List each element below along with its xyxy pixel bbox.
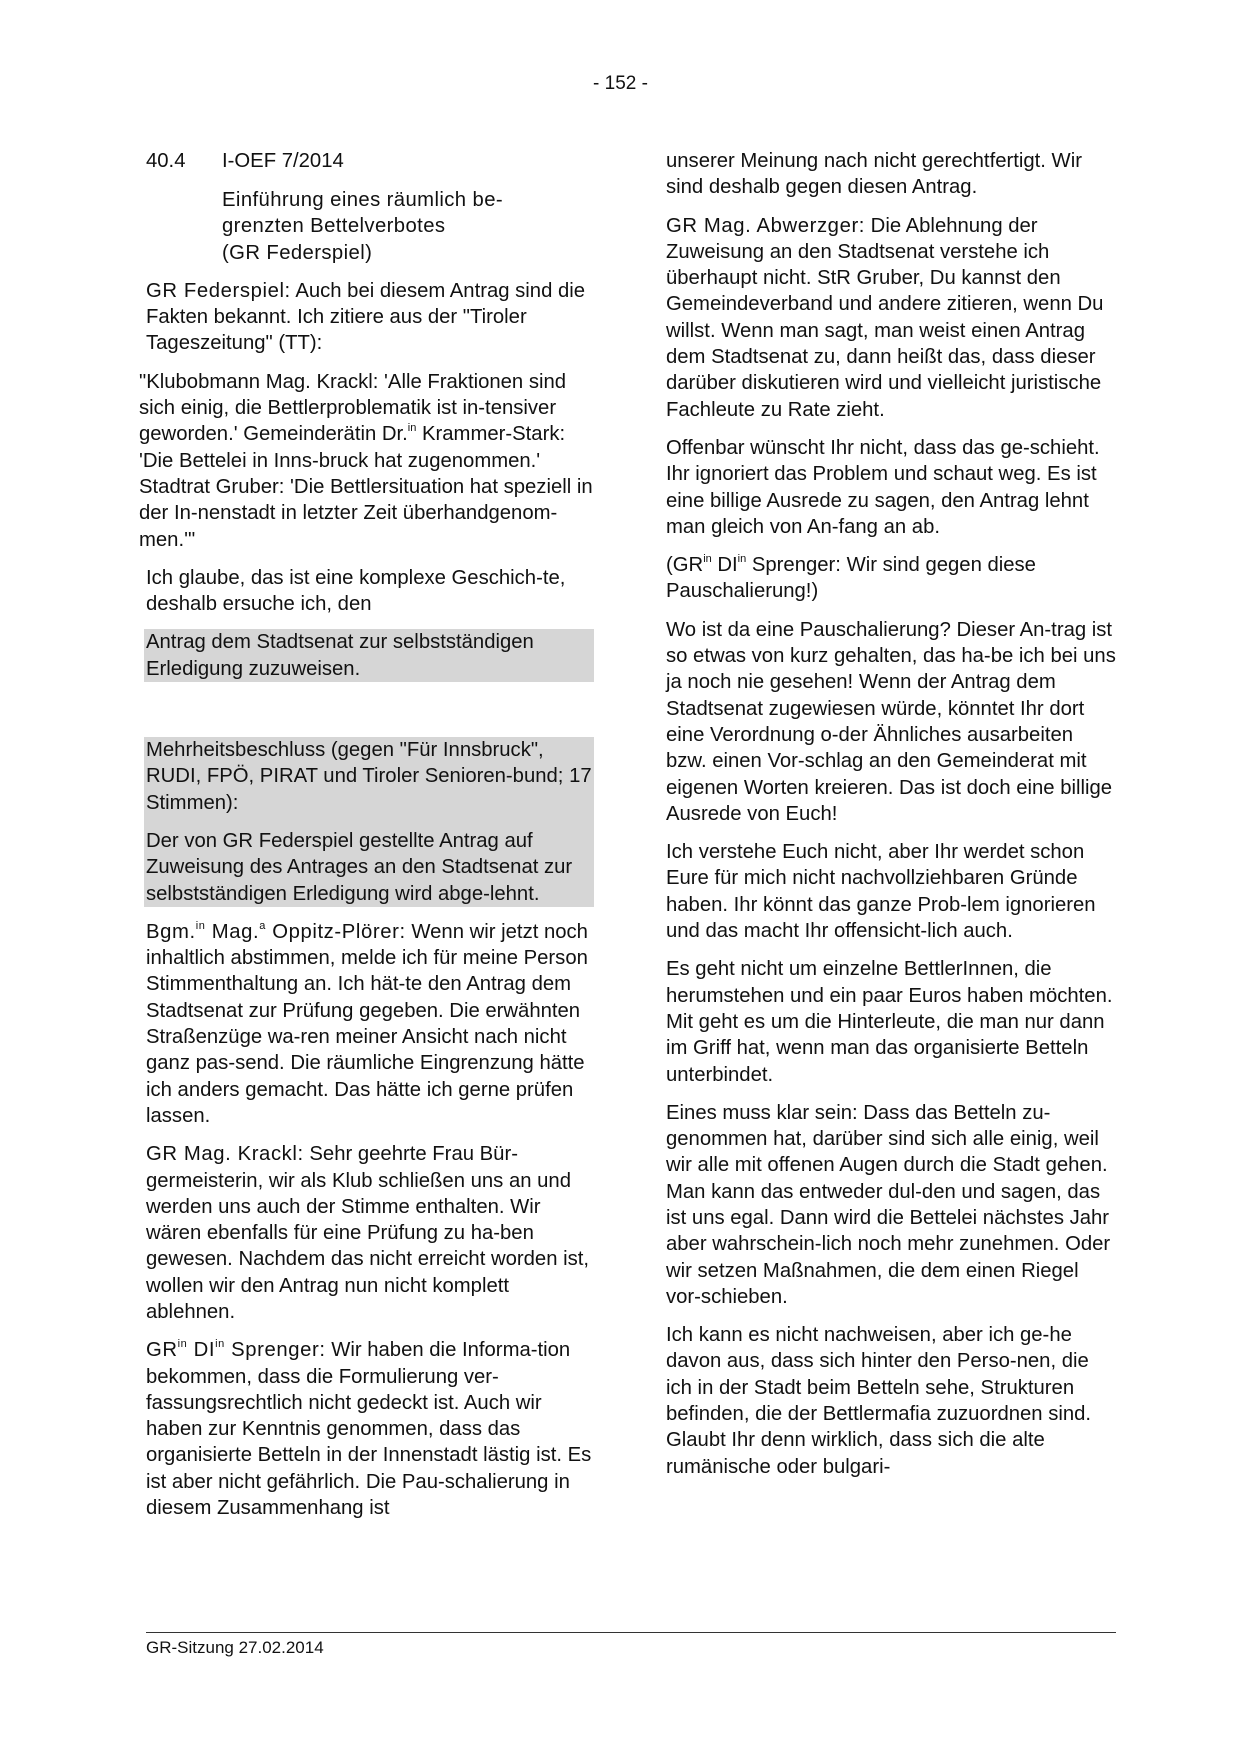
page-number: - 152 - bbox=[593, 73, 648, 94]
vote-result-box: Mehrheitsbeschluss (gegen "Für Innsbruck", RUDI, FPÖ, PIRAT und Tiroler Senioren-bund; 17 Stimmen): bbox=[144, 737, 594, 822]
interjection-text: Sprenger: Wir sind gegen diese Pauschalierung!) bbox=[666, 554, 1036, 603]
quote-text: "Klubobmann Mag. Krackl: 'Alle Fraktionen sind sich einig, die Bettlerproblematik ist in-tensiver geworden.' Gemeinderätin Dr. bbox=[139, 370, 567, 446]
speech-text: Wir haben die Informa-tion bekommen, dass die Formulierung ver-fassungsrechtlich nicht gedeckt ist. Auch wir haben zur Kenntnis genommen, dass das organisierte Betteln in der Innenstadt lästig ist. Es ist aber nicht gefährlich. Die Pau-schalierung in diesem Zusammenhang ist bbox=[146, 1339, 592, 1520]
paragraph: Offenbar wünscht Ihr nicht, dass das ge-schieht. Ihr ignoriert das Problem und schaut weg. Es ist eine billige Ausrede zu sagen, den Antrag lehnt man gleich von An-fang an ab. bbox=[666, 436, 1100, 538]
interjection-text: (GR bbox=[666, 554, 704, 577]
speaker-name bbox=[146, 1339, 326, 1361]
paragraph: Eines muss klar sein: Dass das Betteln zu-genommen hat, darüber sind sich alle einig, weil wir alle mit offenen Augen durch die Stadt gehen. Man kann das entweder dul-den und sagen, das ist uns egal. Dann wird die Bettelei nächstes Jahr aber wahrschein-lich noch mehr zunehmen. Oder wir setzen Maßnahmen, die dem einen Riegel vor-schieben. bbox=[666, 1101, 1111, 1308]
quote-text: Krammer-Stark: 'Die Bettelei in Inns-bruck hat zugenommen.' Stadtrat Gruber: 'Die Bettlersituation hat speziell in der In-nenstadt in letzter Zeit überhandgenom-men.'" bbox=[139, 423, 593, 551]
paragraph-sprenger bbox=[146, 1337, 596, 1521]
agenda-item-title-line: Einführung eines räumlich be- bbox=[222, 189, 504, 211]
speaker-name: GR Mag. Abwerzger: bbox=[666, 214, 866, 237]
resolution-box: Der von GR Federspiel gestellte Antrag auf Zuweisung des Antrages an den Stadtsenat zur selbstständigen Erledigung wird abge-lehnt. bbox=[144, 822, 594, 907]
paragraph-mayor bbox=[146, 919, 596, 1129]
footer-divider bbox=[146, 1632, 1116, 1633]
speaker-title: DI bbox=[187, 1339, 216, 1362]
superscript: in bbox=[737, 553, 747, 566]
superscript: in bbox=[177, 1338, 188, 1351]
superscript: a bbox=[259, 919, 266, 932]
superscript: in bbox=[195, 919, 206, 932]
speaker-title: GR bbox=[146, 1339, 178, 1362]
speaker-surname: Oppitz-Plörer: bbox=[265, 920, 406, 943]
paragraph-continuation: unserer Meinung nach nicht gerechtfertigt. Wir sind deshalb gegen diesen Antrag. bbox=[666, 150, 1082, 199]
paragraph-abwerzger bbox=[666, 213, 1116, 423]
speaker-name bbox=[146, 921, 406, 943]
speaker-title: Bgm. bbox=[146, 920, 196, 943]
interjection-text: DI bbox=[711, 554, 738, 577]
left-column bbox=[139, 148, 596, 1533]
speech-text: Sehr geehrte Frau Bür-germeisterin, wir als Klub schließen uns an und werden uns auch der Stimme enthalten. Wir wären ebenfalls für eine Prüfung zu ha-ben gewesen. Nachdem das nicht erreicht worden ist, wollen wir den Antrag nun nicht komplett ablehnen. bbox=[146, 1143, 590, 1323]
paragraph-krackl bbox=[146, 1141, 596, 1325]
agenda-item-title-line: (GR Federspiel) bbox=[222, 241, 373, 264]
paragraph-interjection bbox=[666, 552, 1116, 605]
right-column bbox=[666, 148, 1116, 1492]
newspaper-quote bbox=[139, 369, 596, 553]
superscript: in bbox=[407, 422, 417, 435]
speech-text: Auch bei diesem Antrag sind die Fakten bekannt. Ich zitiere aus der "Tiroler Tageszeitung" (TT): bbox=[146, 279, 586, 355]
spacer bbox=[146, 692, 596, 737]
superscript: in bbox=[215, 1338, 225, 1351]
agenda-item-header bbox=[146, 148, 596, 174]
agenda-item-number: 40.4 bbox=[146, 150, 186, 172]
agenda-item-title bbox=[222, 187, 596, 266]
paragraph-federspiel bbox=[146, 278, 596, 357]
agenda-item-code: I-OEF 7/2014 bbox=[222, 150, 344, 172]
agenda-item-title-line: grenzten Bettelverbotes bbox=[222, 215, 446, 238]
speech-text: Wenn wir jetzt noch inhaltlich abstimmen, melde ich für meine Person Stimmenthaltung an. Ich hät-te den Antrag dem Stadtsenat zur Prüfung gegeben. Die erwähnten Straßenzüge wa-ren meiner Ansicht nach nicht ganz pas-send. Die räumliche Eingrenzung hätte ich anders gemacht. Das hätte ich gerne prüfen lassen. bbox=[146, 920, 588, 1127]
paragraph: Wo ist da eine Pauschalierung? Dieser An-trag ist so etwas von kurz gehalten, das ha-be ich bei uns ja noch nie gesehen! Wenn der Antrag dem Stadtsenat zugewiesen würde, könntet Ihr dort eine Verordnung o-der Ähnliches ausarbeiten bzw. einen Vor-schlag an den Gemeinderat mit eigenen Worten kreieren. Das ist doch eine billige Ausrede von Euch! bbox=[666, 618, 1116, 825]
paragraph: Es geht nicht um einzelne BettlerInnen, die herumstehen und ein paar Euros haben möchten. Mit geht es um die Hinterleute, die man nur dann im Griff hat, wenn man das organisierte Betteln unterbindet. bbox=[666, 958, 1113, 1086]
speaker-title: Mag. bbox=[205, 920, 260, 943]
speech-text: Die Ablehnung der Zuweisung an den Stadtsenat verstehe ich überhaupt nicht. StR Gruber, Du kannst den Gemeindeverband und andere zitieren, wenn Du willst. Wenn man sagt, man weist einen Antrag dem Stadtsenat zu, dann heißt das, dass dieser darüber diskutieren wird und vielleicht juristische Fachleute zu Rate zieht. bbox=[666, 214, 1104, 421]
motion-box: Antrag dem Stadtsenat zur selbstständigen Erledigung zuzuweisen. bbox=[144, 629, 594, 682]
speaker-name: GR Mag. Krackl: bbox=[146, 1143, 304, 1166]
speaker-name: GR Federspiel: bbox=[146, 279, 291, 302]
speaker-surname: Sprenger: bbox=[224, 1339, 326, 1362]
superscript: in bbox=[703, 553, 712, 566]
footer-session-date: GR-Sitzung 27.02.2014 bbox=[146, 1638, 324, 1657]
paragraph: Ich kann es nicht nachweisen, aber ich ge-he davon aus, dass sich hinter den Perso-nen, die ich in der Stadt beim Betteln sehe, Strukturen befinden, die der Bettlermafia zuzuordnen sind. Glaubt Ihr denn wirklich, dass sich die alte rumänische oder bulgari- bbox=[666, 1324, 1092, 1478]
paragraph: Ich verstehe Euch nicht, aber Ihr werdet schon Eure für mich nicht nachvollziehbaren Gründe haben. Ihr könnt das ganze Prob-lem ignorieren und das macht Ihr offensicht-lich auch. bbox=[666, 841, 1096, 943]
paragraph-request: Ich glaube, das ist eine komplexe Geschich-te, deshalb ersuche ich, den bbox=[146, 566, 566, 616]
